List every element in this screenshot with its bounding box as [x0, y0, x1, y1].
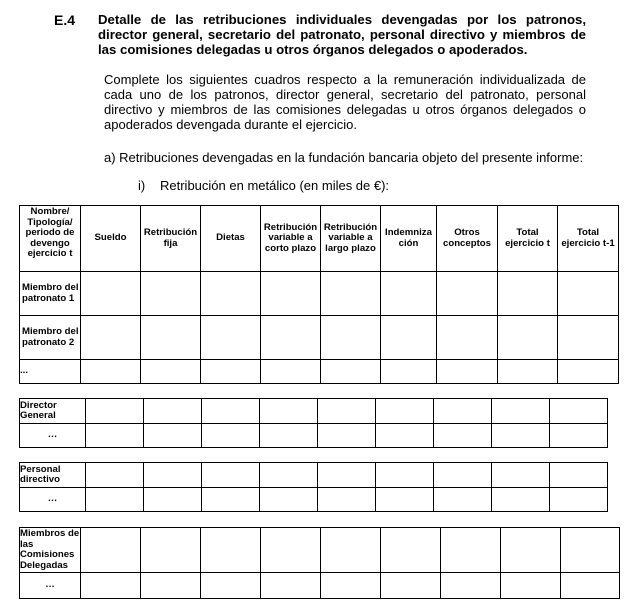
- section-number: E.4: [54, 12, 76, 28]
- table-row: [20, 463, 608, 488]
- header-dietas: Dietas: [201, 206, 261, 272]
- row-ellipsis: ...: [20, 360, 81, 384]
- table-row: [20, 424, 608, 448]
- header-total-t: Total ejercicio t: [498, 206, 558, 272]
- row-ellipsis: …: [20, 424, 86, 448]
- intro-paragraph: Complete los siguientes cuadros respecto a la remuneración individualizada de cada uno de los patronos, director general, secretario del patronato, personal directivo y miembros de las comisiones delegadas u otros órganos delegados o apoderados devengada durante el ejercicio.: [104, 72, 586, 132]
- subsection-a-heading: a) Retribuciones devengadas en la fundación bancaria objeto del presente informe:: [104, 150, 584, 165]
- table-row: [20, 528, 620, 573]
- header-nombre: Nombre/ Tipología/ periodo de devengo ejercicio t: [20, 206, 81, 272]
- subsection-i-label: Retribución en metálico (en miles de €):: [160, 178, 390, 193]
- row-label-patronato-2: Miembro del patronato 2: [20, 316, 81, 360]
- row-label-comisiones-delegadas: Miembros de las Comisiones Delegadas: [20, 528, 80, 571]
- section-title: Detalle de las retribuciones individuales devengadas por los patronos, director general, secretario del patronato, personal directivo y miembros de las comisiones delegadas u otros órganos delegados o apoderados.: [98, 12, 586, 57]
- header-total-t-1: Total ejercicio t-1: [558, 206, 619, 272]
- header-indemnizacion: Indemniza ción: [381, 206, 437, 272]
- header-variable-corto: Retribución variable a corto plazo: [261, 206, 321, 272]
- header-otros-conceptos: Otros conceptos: [437, 206, 498, 272]
- header-sueldo: Sueldo: [81, 206, 141, 272]
- table-row: [20, 360, 619, 384]
- table-row: [20, 316, 619, 360]
- table-header-row: [20, 206, 619, 272]
- table-row: [20, 399, 608, 424]
- row-label-director-general: Director General: [20, 399, 86, 424]
- subsection-i-number: i): [138, 178, 146, 193]
- row-label-patronato-1: Miembro del patronato 1: [20, 272, 81, 316]
- row-ellipsis: …: [20, 573, 81, 599]
- subsection-i-heading: [138, 178, 389, 193]
- patronato-remuneration-table: [19, 205, 619, 384]
- table-row: [20, 272, 619, 316]
- personal-directivo-table: [19, 462, 608, 512]
- header-retribucion-fija: Retribución fija: [141, 206, 201, 272]
- comisiones-delegadas-table: [19, 527, 620, 599]
- table-row: [20, 573, 620, 599]
- table-row: [20, 488, 608, 512]
- header-variable-largo: Retribución variable a largo plazo: [321, 206, 381, 272]
- row-label-personal-directivo: Personal directivo: [20, 463, 86, 488]
- row-ellipsis: …: [20, 488, 86, 512]
- director-general-table: [19, 398, 608, 448]
